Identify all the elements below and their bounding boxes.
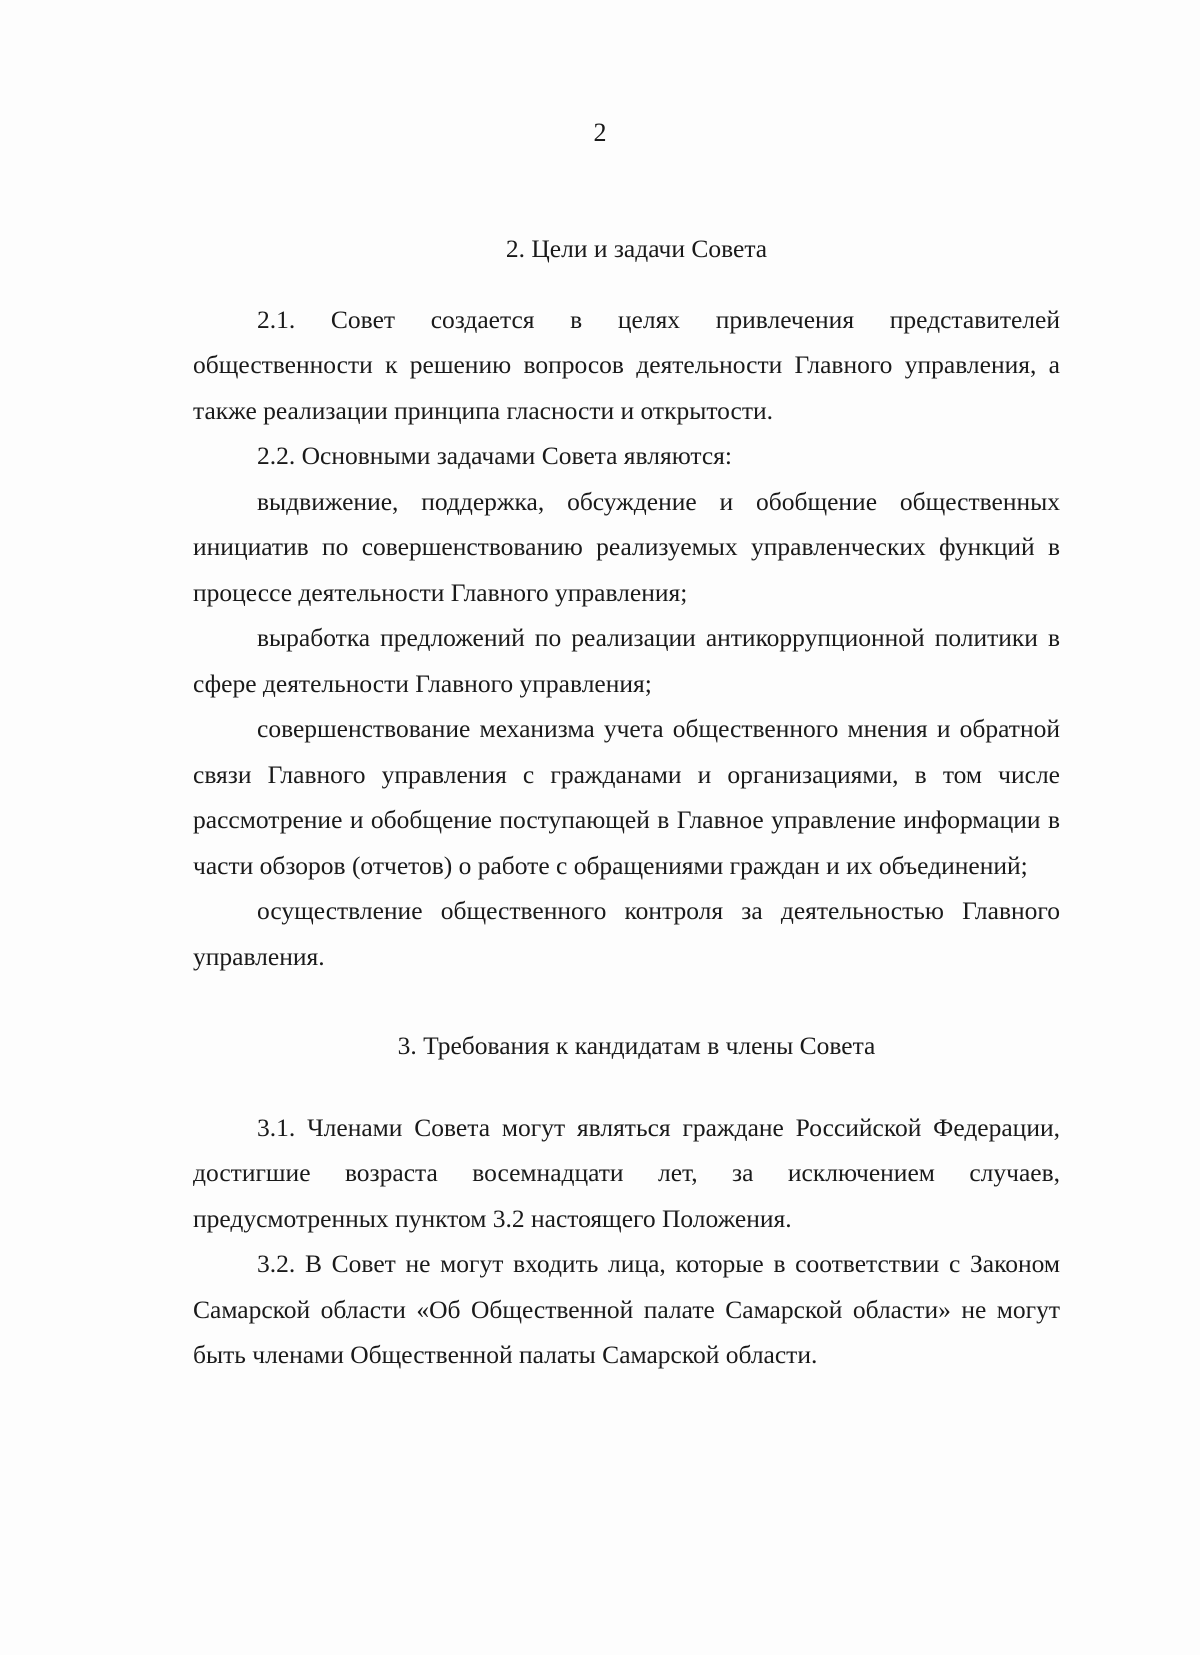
- section-2-heading: 2. Цели и задачи Совета: [505, 234, 768, 263]
- section-3-heading: 3. Требования к кандидатам в члены Совета: [397, 1031, 876, 1060]
- paragraph-3-2: 3.2. В Совет не могут входить лица, которые в соответствии с Законом Самарской области «Об Общественной палате Самарской области» не могут быть членами Общественной палаты Самарской области.: [193, 1249, 1060, 1369]
- page-number: 2: [593, 118, 607, 147]
- task-item-initiatives: выдвижение, поддержка, обсуждение и обобщение общественных инициатив по совершенствованию реализуемых управленческих функций в процессе деятельности Главного управления;: [193, 486, 1060, 607]
- paragraph-3-1: 3.1. Членами Совета могут являться граждане Российской Федерации, достигшие возраста восемнадцати лет, за исключением случаев, предусмотренных пунктом 3.2 настоящего Положения.: [193, 1112, 1060, 1233]
- paragraph-2-2: 2.2. Основными задачами Совета являются:: [257, 441, 732, 470]
- document-body: [193, 226, 1060, 1378]
- paragraph-2-1: 2.1. Совет создается в целях привлечения представителей общественности к решению вопросов деятельности Главного управления, а также реализации принципа гласности и открытости.: [193, 304, 1060, 425]
- task-item-public-control: осуществление общественного контроля за деятельностью Главного управления.: [193, 896, 1060, 971]
- task-item-feedback: совершенствование механизма учета общественного мнения и обратной связи Главного управления с гражданами и организациями, в том числе рассмотрение и обобщение поступающей в Главное управление информации в части обзоров (отчетов) о работе с обращениями граждан и их объединений;: [193, 714, 1060, 880]
- task-item-anticorruption: выработка предложений по реализации антикоррупционной политики в сфере деятельности Главного управления;: [193, 623, 1060, 698]
